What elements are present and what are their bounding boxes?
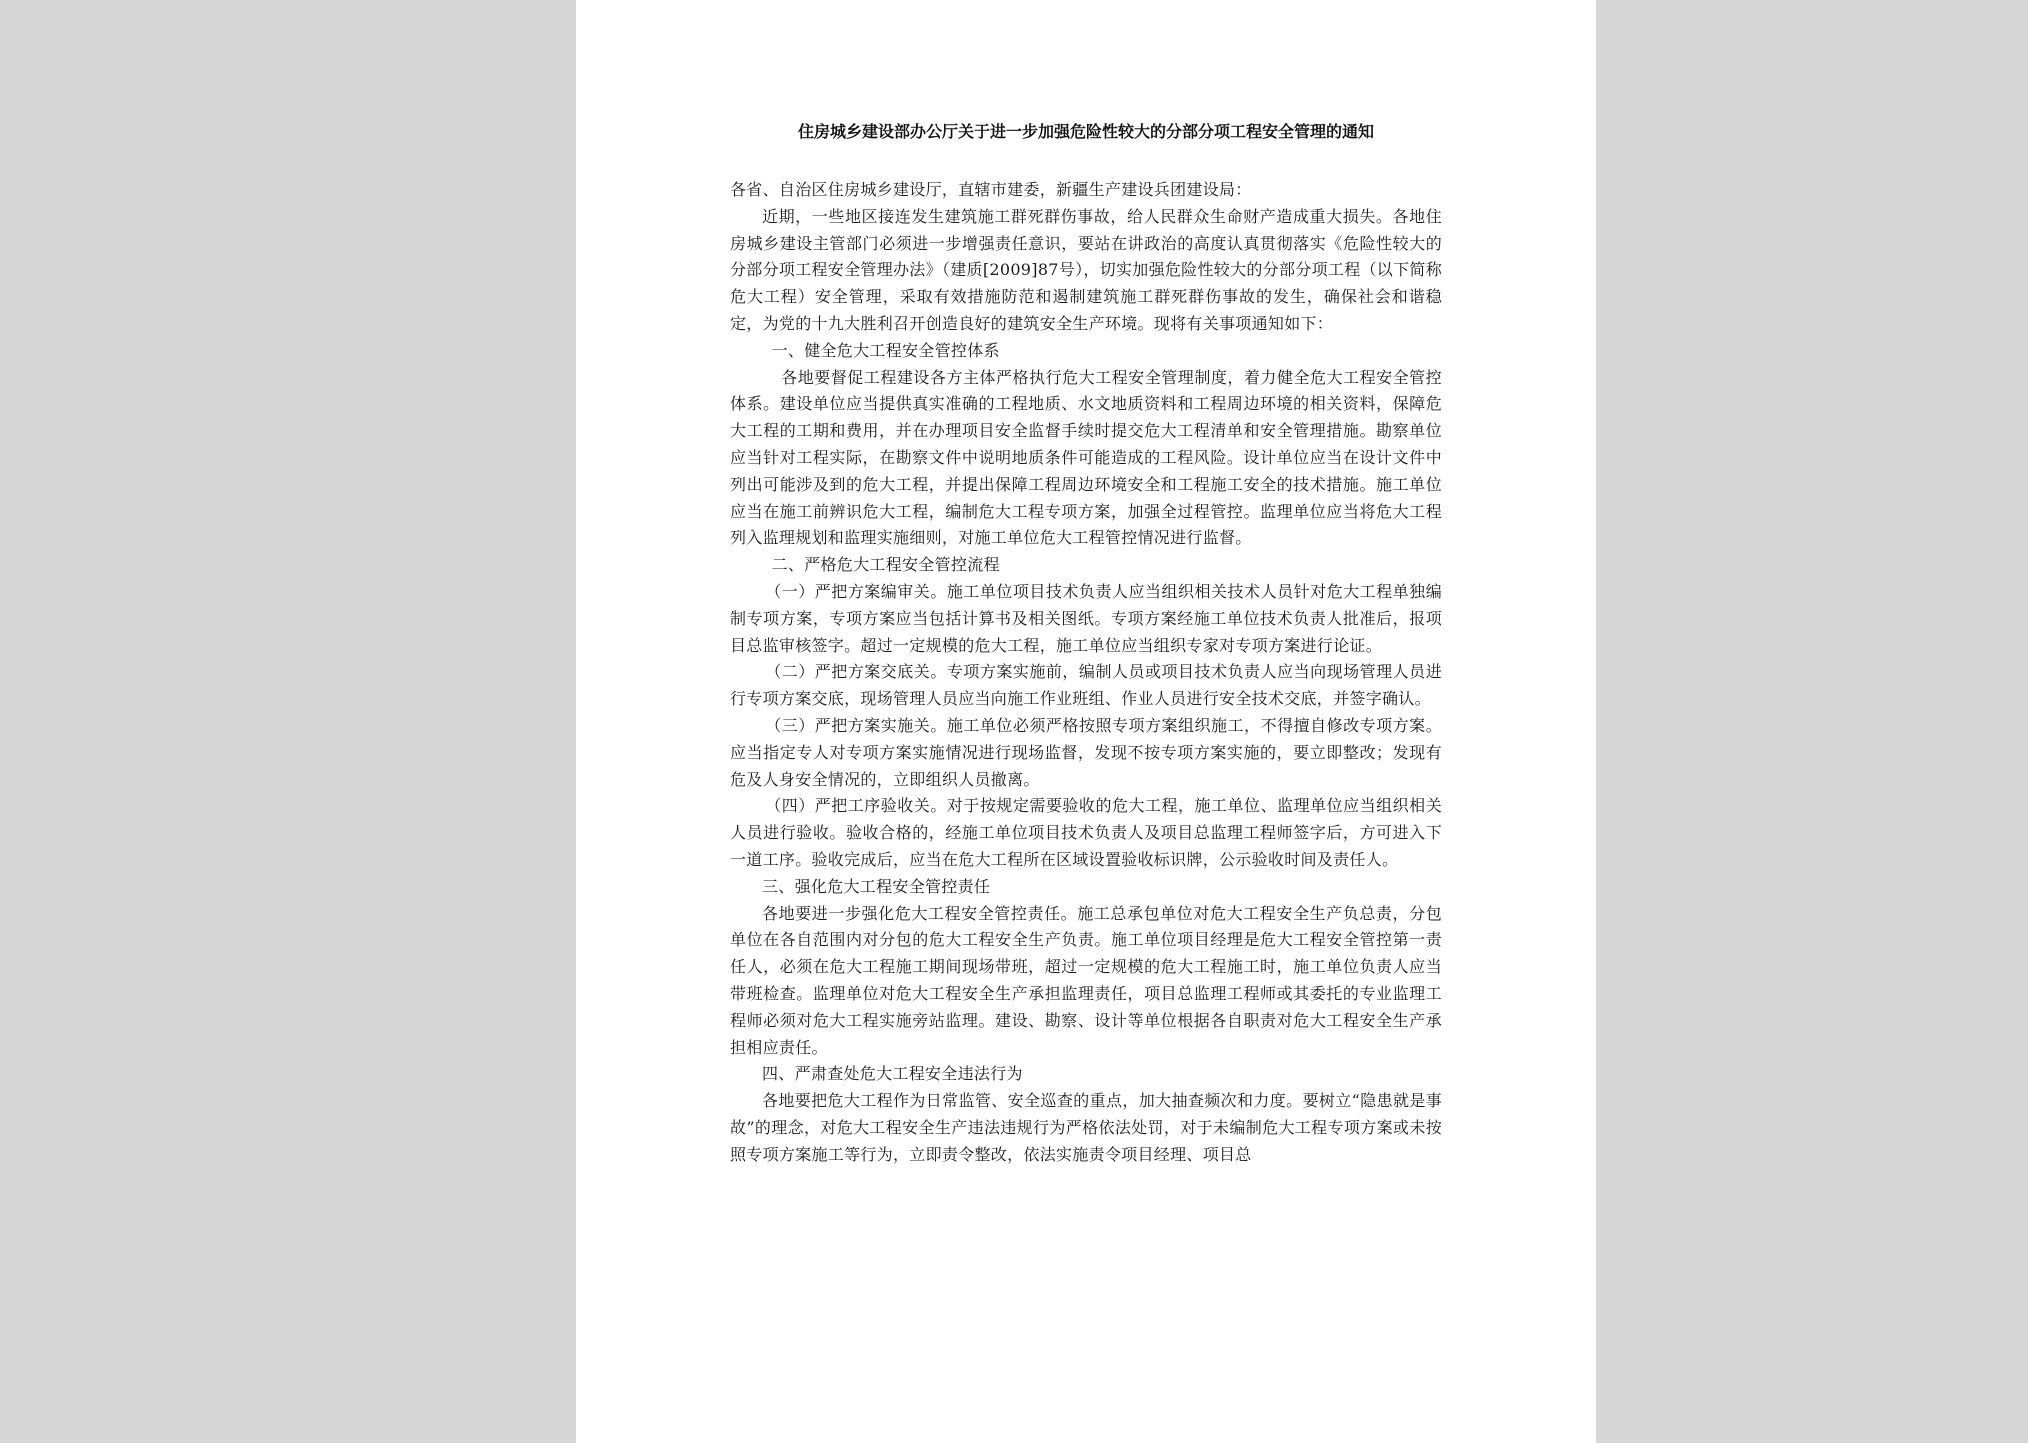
paragraph-item-4: （四）严把工序验收关。对于按规定需要验收的危大工程，施工单位、监理单位应当组织相关人员进行验收。验收合格的，经施工单位项目技术负责人及项目总监理工程师签字后，方可进入下一道工序。验收完成后，应当在危大工程所在区域设置验收标识牌，公示验收时间及责任人。: [730, 796, 1442, 869]
paragraph-section-1: 各地要督促工程建设各方主体严格执行危大工程安全管理制度，着力健全危大工程安全管控体系。建设单位应当提供真实准确的工程地质、水文地质资料和工程周边环境的相关资料，保障危大工程的工期和费用，并在办理项目安全监督手续时提交危大工程清单和安全管理措施。勘察单位应当针对工程实际，在勘察文件中说明地质条件可能造成的工程风险。设计单位应当在设计文件中列出可能涉及到的危大工程，并提出保障工程周边环境安全和工程施工安全的技术措施。施工单位应当在施工前辨识危大工程，编制危大工程专项方案，加强全过程管控。监理单位应当将危大工程列入监理规划和监理实施细则，对施工单位危大工程管控情况进行监督。: [730, 367, 1442, 548]
paragraph-item-3: （三）严把方案实施关。施工单位必须严格按照专项方案组织施工，不得擅自修改专项方案。应当指定专人对专项方案实施情况进行现场监督，发现不按专项方案实施的，要立即整改；发现有危及人身安全情况的，立即组织人员撤离。: [730, 715, 1442, 789]
paragraph-section-4: 各地要把危大工程作为日常监管、安全巡查的重点，加大抽查频次和力度。要树立“隐患就是事故”的理念，对危大工程安全生产违法违规行为严格依法处罚，对于未编制危大工程专项方案或未按照专项方案施工等行为，立即责令整改，依法实施责令项目经理、项目总: [730, 1091, 1442, 1164]
document-title: 住房城乡建设部办公厅关于进一步加强危险性较大的分部分项工程安全管理的通知: [797, 122, 1374, 141]
paragraph-item-2: （二）严把方案交底关。专项方案实施前，编制人员或项目技术负责人应当向现场管理人员进行专项方案交底，现场管理人员应当向施工作业班组、作业人员进行安全技术交底，并签字确认。: [730, 662, 1442, 709]
document-page: [576, 0, 1596, 1443]
section-heading-2: 二、严格危大工程安全管控流程: [771, 555, 1000, 575]
section-heading-1: 一、健全危大工程安全管控体系: [771, 340, 1000, 360]
document-body: [730, 177, 1442, 1168]
paragraph-section-3: 各地要进一步强化危大工程安全管控责任。施工总承包单位对危大工程安全生产负总责，分包单位在各自范围内对分包的危大工程安全生产负责。施工单位项目经理是危大工程安全管控第一责任人，必须在危大工程施工期间现场带班，超过一定规模的危大工程施工时，施工单位负责人应当带班检查。监理单位对危大工程安全生产承担监理责任，项目总监理工程师或其委托的专业监理工程师必须对危大工程实施旁站监理。建设、勘察、设计等单位根据各自职责对危大工程安全生产承担相应责任。: [730, 903, 1442, 1057]
section-heading-4: 四、严肃查处危大工程安全违法行为: [762, 1064, 1023, 1084]
section-heading-3: 三、强化危大工程安全管控责任: [762, 876, 991, 896]
paragraph-intro: 近期，一些地区接连发生建筑施工群死群伤事故，给人民群众生命财产造成重大损失。各地住房城乡建设主管部门必须进一步增强责任意识，要站在讲政治的高度认真贯彻落实《危险性较大的分部分项工程安全管理办法》（建质[2009]87号），切实加强危险性较大的分部分项工程（以下简称危大工程）安全管理，采取有效措施防范和遏制建筑施工群死群伤事故的发生，确保社会和谐稳定，为党的十九大胜利召开创造良好的建筑安全生产环境。现将有关事项通知如下：: [730, 206, 1442, 333]
paragraph-item-1: （一）严把方案编审关。施工单位项目技术负责人应当组织相关技术人员针对危大工程单独编制专项方案，专项方案应当包括计算书及相关图纸。专项方案经施工单位技术负责人批准后，报项目总监审核签字。超过一定规模的危大工程，施工单位应当组织专家对专项方案进行论证。: [730, 581, 1442, 655]
salutation: 各省、自治区住房城乡建设厅，直辖市建委，新疆生产建设兵团建设局：: [730, 180, 1252, 199]
